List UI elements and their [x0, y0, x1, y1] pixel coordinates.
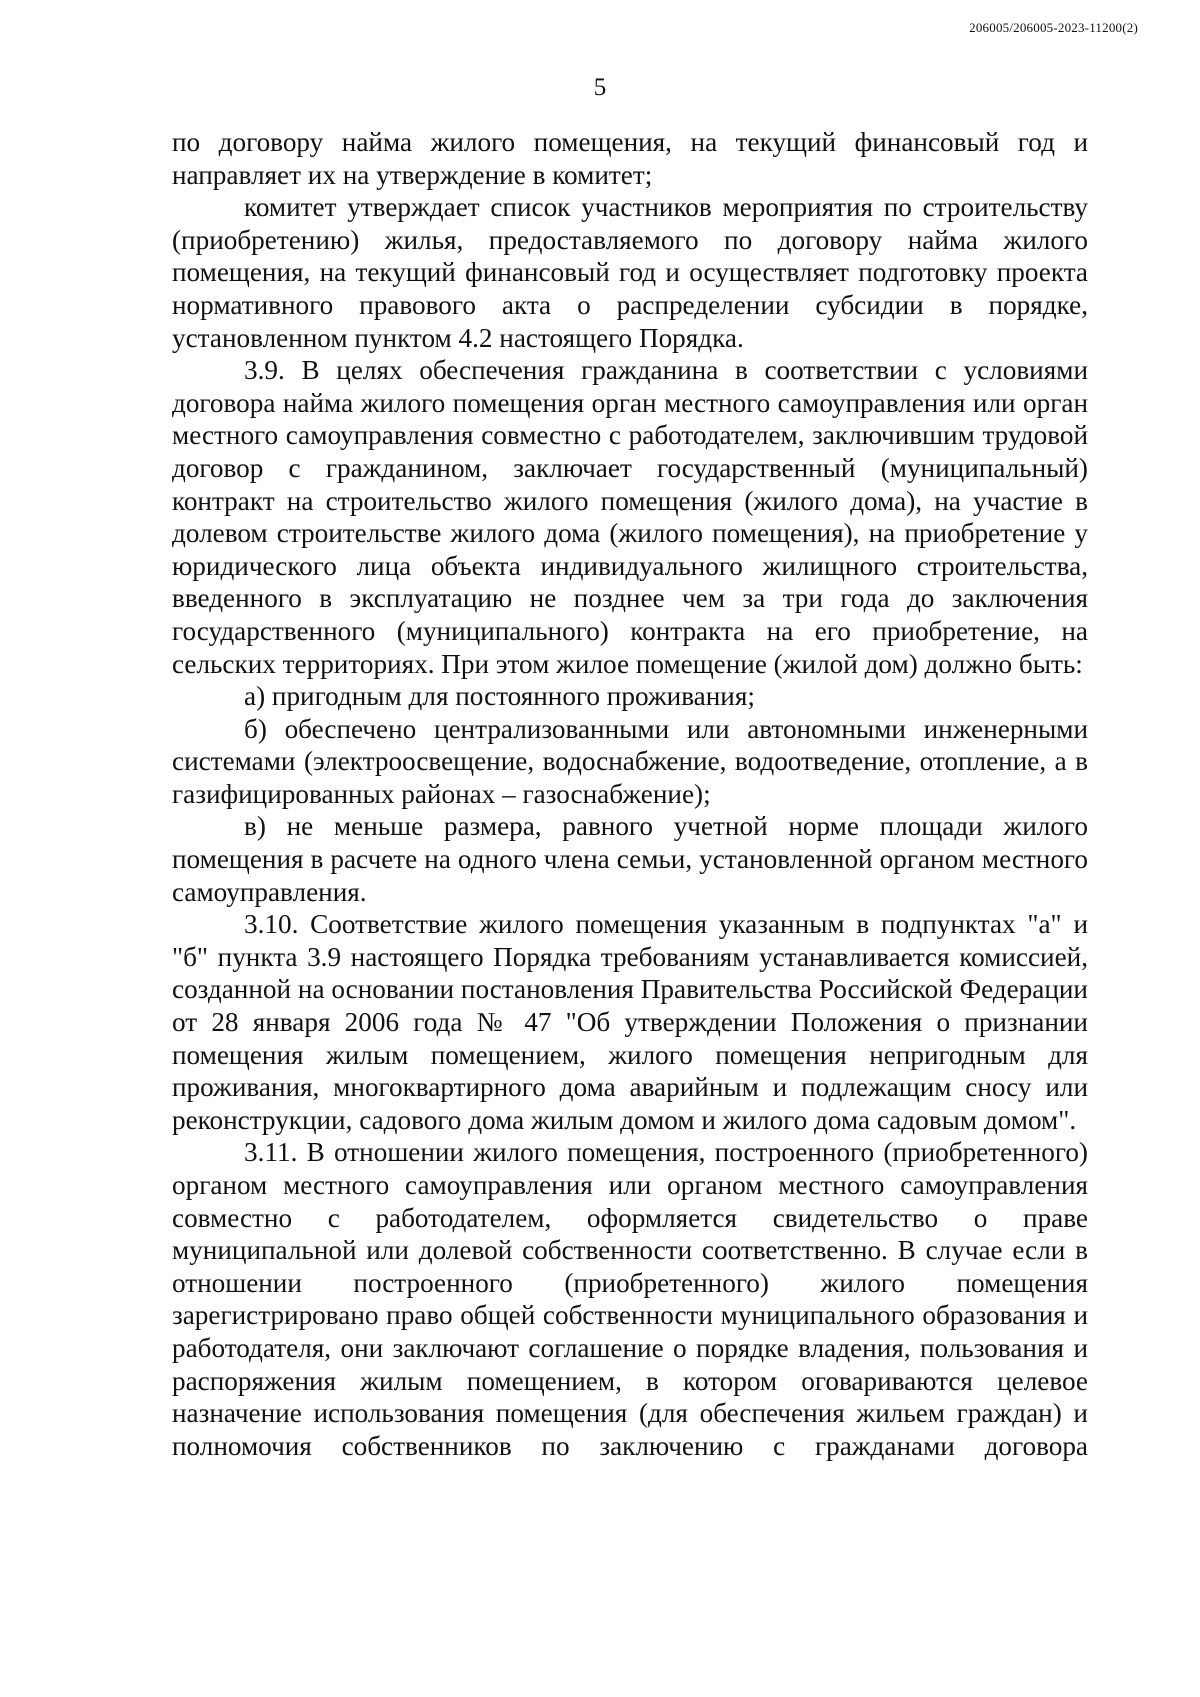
paragraph-3-9: 3.9. В целях обеспечения гражданина в соответствии с условиями договора найма жилого помещения орган местного самоуправления или орган местного самоуправления совместно с работодателем, заключившим трудовой договор с гражданином, заключает государственный (муниципальный) контракт на строительство жилого помещения (жилого дома), на участие в долевом строительстве жилого дома (жилого помещения), на приобретение у юридического лица объекта индивидуального жилищного строительства, введенного в эксплуатацию не позднее чем за три года до заключения государственного (муниципального) контракта на его приобретение, на сельских территориях. При этом жилое помещение (жилой дом) должно быть:	[172, 355, 1088, 679]
page-number: 5	[593, 74, 607, 101]
paragraph-3-9-b: б) обеспечено централизованными или автономными инженерными системами (электроосвещение, водоснабжение, водоотведение, отопление, а в газифицированных районах – газоснабжение);	[172, 713, 1088, 809]
document-body	[172, 126, 1088, 1462]
paragraph-committee-approval: комитет утверждает список участников мероприятия по строительству (приобретению) жилья, предоставляемого по договору найма жилого помещения, на текущий финансовый год и осуществляет подготовку проекта нормативного правового акта о распределении субсидии в порядке, установленном пунктом 4.2 настоящего Порядка.	[172, 192, 1088, 353]
document-id: 206005/206005-2023-11200(2)	[969, 20, 1138, 35]
paragraph-3-9-v: в) не меньше размера, равного учетной норме площади жилого помещения в расчете на одного члена семьи, установленной органом местного самоуправления.	[172, 811, 1088, 907]
paragraph-3-9-a: а) пригодным для постоянного проживания;	[244, 681, 755, 712]
paragraph-3-11: 3.11. В отношении жилого помещения, построенного (приобретенного) органом местного самоуправления или органом местного самоуправления совместно с работодателем, оформляется свидетельство о праве муниципальной или долевой собственности соответственно. В случае если в отношении построенного (приобретенного) жилого помещения зарегистрировано право общей собственности муниципального образования и работодателя, они заключают соглашение о порядке владения, пользования и распоряжения жилым помещением, в котором оговариваются целевое назначение использования помещения (для обеспечения жильем граждан) и полномочия собственников по заключению с гражданами договора	[172, 1137, 1088, 1461]
paragraph-continuation: по договору найма жилого помещения, на текущий финансовый год и направляет их на утверждение в комитет;	[172, 127, 1088, 190]
paragraph-3-10: 3.10. Соответствие жилого помещения указанным в подпунктах "а" и "б" пункта 3.9 настоящего Порядка требованиям устанавливается комиссией, созданной на основании постановления Правительства Российской Федерации от 28 января 2006 года № 47 "Об утверждении Положения о признании помещения жилым помещением, жилого помещения непригодным для проживания, многоквартирного дома аварийным и подлежащим сносу или реконструкции, садового дома жилым домом и жилого дома садовым домом".	[172, 909, 1088, 1135]
